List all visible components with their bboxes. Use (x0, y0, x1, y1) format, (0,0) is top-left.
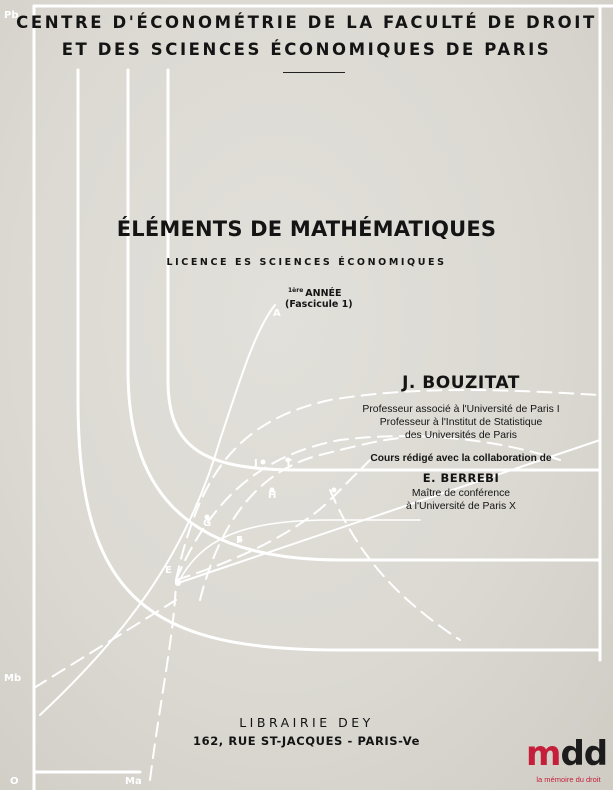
mdd-logo-text (526, 734, 607, 774)
dashed-mb-line (34, 600, 176, 688)
year-text: ANNÉE (305, 288, 342, 299)
institution-line-1: CENTRE D'ÉCONOMÉTRIE DE LA FACULTÉ DE DROIT (16, 13, 597, 32)
mdd-tagline: la mémoire du droit (536, 775, 601, 784)
book-title: ÉLÉMENTS DE MATHÉMATIQUES (116, 217, 497, 241)
publisher-name: LIBRAIRIE DEY (239, 715, 374, 730)
year-superscript: 1ère (288, 287, 304, 294)
label-h: H (268, 490, 277, 501)
curve-u-middle (128, 70, 600, 560)
label-mb: Mb (4, 673, 22, 684)
label-e: E (165, 565, 172, 576)
point-e (175, 580, 181, 586)
author-name: J. BOUZITAT (402, 373, 520, 393)
point-d (332, 488, 337, 493)
publisher-address: 162, RUE ST-JACQUES - PARIS-Ve (193, 734, 420, 748)
label-ma: Ma (125, 776, 142, 787)
coauthor-name: E. BERREBI (422, 471, 500, 485)
mdd-watermark-logo (524, 734, 613, 790)
point-j (261, 460, 266, 465)
coauthor-affiliation-2: à l'Université de Paris X (406, 501, 516, 512)
dashed-curve-4 (150, 580, 176, 780)
label-origin: O (10, 776, 19, 787)
label-pb: Pb (4, 10, 19, 21)
curve-u-outer (78, 70, 600, 650)
header-divider (283, 72, 345, 73)
year-label (288, 287, 342, 299)
collaboration-note: Cours rédigé avec la collaboration de (370, 453, 552, 464)
book-subtitle: LICENCE ES SCIENCES ÉCONOMIQUES (166, 257, 447, 268)
logo-letter-m: m (526, 734, 561, 774)
logo-letters-dd: dd (560, 734, 608, 774)
author-affiliation-1: Professeur associé à l'Université de Paris I (362, 404, 560, 415)
label-f: F (236, 535, 243, 546)
author-affiliation-2: Professeur à l'Institut de Statistique (379, 417, 543, 428)
label-a: A (273, 308, 281, 319)
label-t: T (285, 458, 292, 469)
institution-line-2: ET DES SCIENCES ÉCONOMIQUES DE PARIS (61, 40, 552, 59)
coauthor-affiliation-1: Maître de conférence (411, 488, 511, 499)
fascicule-label: (Fascicule 1) (285, 299, 353, 310)
author-affiliation-3: des Universités de Paris (404, 430, 518, 441)
label-g: G (203, 518, 212, 529)
curve-lower (178, 520, 420, 583)
label-j: J (254, 458, 258, 469)
